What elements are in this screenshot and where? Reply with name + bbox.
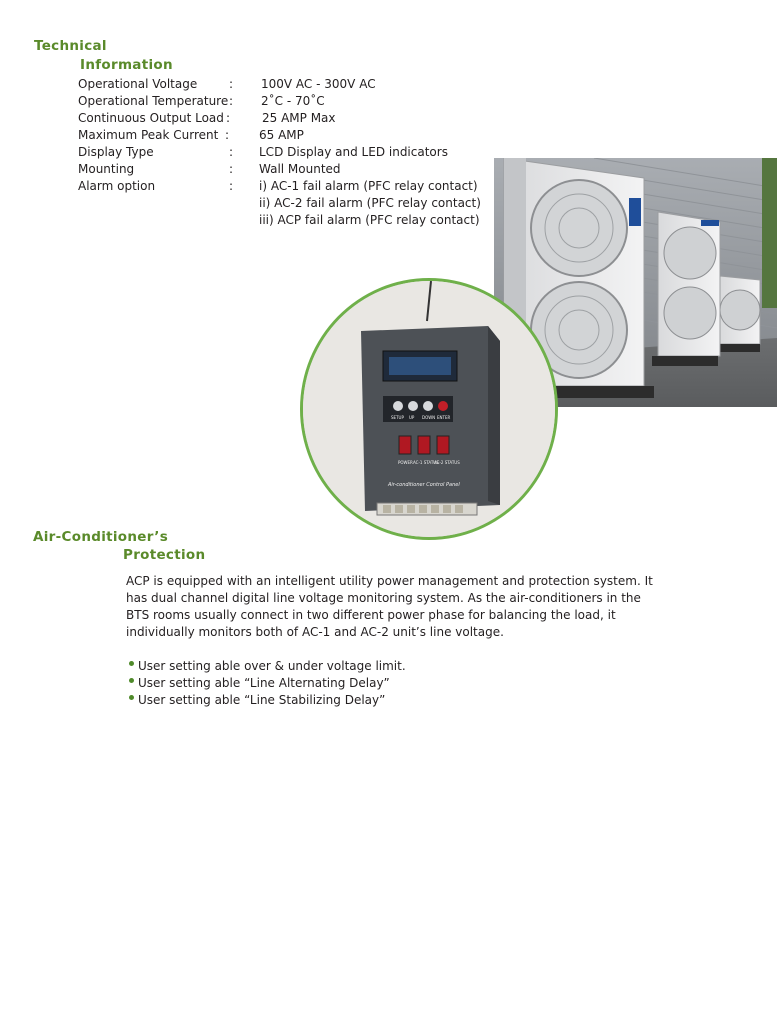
list-item-text: User setting able “Line Stabilizing Delay”: [138, 693, 386, 707]
spec-value: iii) ACP fail alarm (PFC relay contact): [259, 213, 480, 227]
panel-label: Air-conditioner Control Panel: [388, 482, 460, 488]
bullet-icon: [129, 661, 134, 666]
bullet-icon: [129, 695, 134, 700]
spec-colon: :: [229, 77, 234, 91]
feature-list: [126, 658, 406, 709]
list-item: [126, 658, 406, 675]
spec-label: Maximum Peak Current: [78, 128, 219, 142]
control-panel-photo: [300, 278, 558, 540]
spec-value: 2˚C - 70˚C: [261, 94, 325, 108]
button-label: UP: [409, 415, 415, 420]
list-item: [126, 675, 406, 692]
spec-colon: :: [225, 128, 230, 142]
switch-label: AC-1 STATUS: [413, 460, 439, 465]
spec-value: 100V AC - 300V AC: [261, 77, 376, 91]
protection-heading-line1: Air-Conditioner’s: [33, 529, 169, 545]
spec-colon: :: [226, 111, 231, 125]
spec-value: 25 AMP Max: [262, 111, 336, 125]
spec-label: Operational Voltage: [78, 77, 198, 91]
spec-label: Alarm option: [78, 179, 156, 193]
button-label: DOWN: [422, 415, 436, 420]
technical-heading-line2: Information: [80, 57, 173, 73]
spec-colon: :: [229, 162, 234, 176]
switch-label: AC-2 STATUS: [434, 460, 460, 465]
control-panel-illustration: [303, 281, 555, 537]
spec-label: Operational Temperature: [78, 94, 229, 108]
spec-label: Continuous Output Load: [78, 111, 224, 125]
spec-value: 65 AMP: [259, 128, 304, 142]
spec-value: i) AC-1 fail alarm (PFC relay contact): [259, 179, 478, 193]
list-item-text: User setting able over & under voltage limit.: [138, 659, 406, 673]
list-item-text: User setting able “Line Alternating Delay”: [138, 676, 390, 690]
list-item: [126, 692, 406, 709]
button-label: ENTER: [437, 415, 451, 420]
spec-label: Mounting: [78, 162, 135, 176]
spec-value: Wall Mounted: [259, 162, 341, 176]
spec-value: LCD Display and LED indicators: [259, 145, 448, 159]
spec-colon: :: [229, 145, 234, 159]
spec-label: Display Type: [78, 145, 154, 159]
protection-paragraph: ACP is equipped with an intelligent utility power management and protection system. It has dual channel digital line voltage monitoring system. As the air-conditioners in the BTS rooms usually connect in two different power phase for balancing the load, it individually monitors both of AC-1 and AC-2 unit’s line voltage.: [126, 574, 653, 639]
spec-colon: :: [229, 94, 234, 108]
switch-label: POWER: [398, 460, 413, 465]
technical-heading-line1: Technical: [34, 38, 107, 54]
button-label: SETUP: [391, 415, 404, 420]
protection-heading-line2: Protection: [123, 547, 206, 563]
bullet-icon: [129, 678, 134, 683]
spec-colon: :: [229, 179, 234, 193]
spec-value: ii) AC-2 fail alarm (PFC relay contact): [259, 196, 481, 210]
